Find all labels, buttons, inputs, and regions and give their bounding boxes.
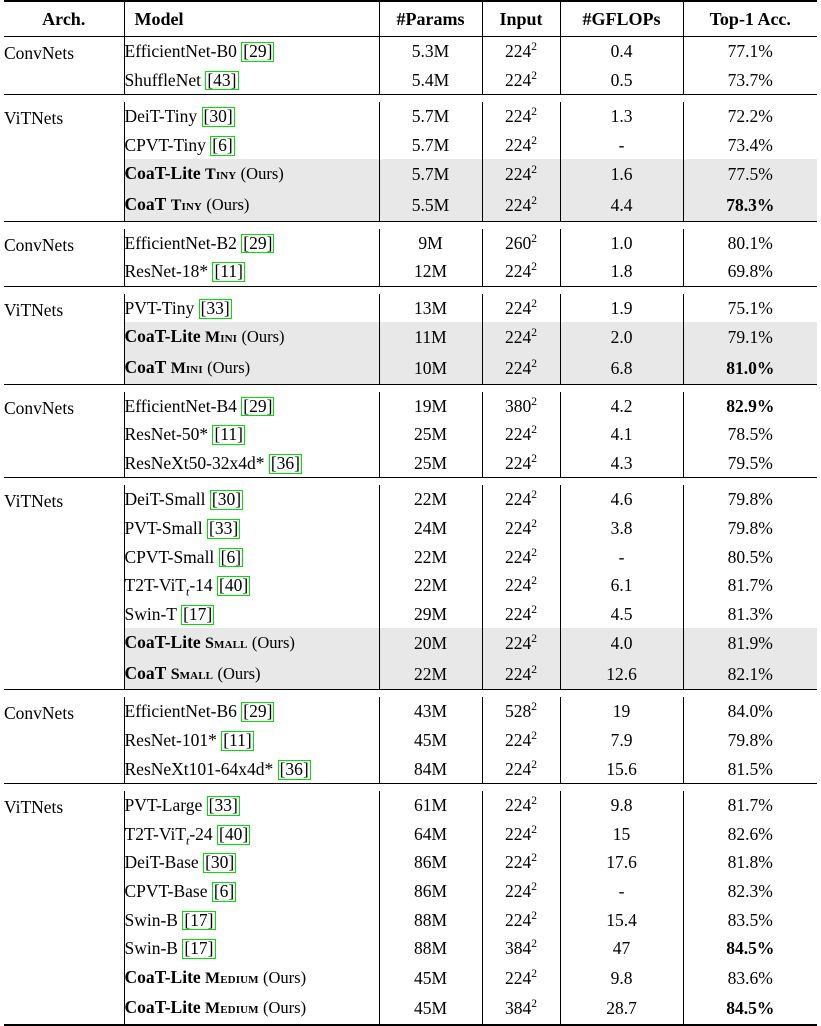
params-cell: 11M <box>379 322 482 353</box>
group-separator <box>4 384 817 392</box>
input-cell: $224^2$ <box>482 791 560 820</box>
gflops-cell: 1.8 <box>560 257 683 286</box>
citation-ref[interactable]: [33] <box>209 517 239 538</box>
model-variant: Tiny <box>170 196 202 214</box>
params-cell: 25M <box>379 420 482 449</box>
gflops-cell: 47 <box>560 934 683 963</box>
model-name: CoaT-Lite <box>124 326 201 347</box>
citation-ref[interactable]: [29] <box>243 395 273 416</box>
table-row <box>4 571 817 600</box>
gflops-cell: 4.0 <box>560 628 683 659</box>
acc-cell: 69.8% <box>683 257 817 286</box>
model-name: Swin-B <box>124 938 178 959</box>
table-row <box>4 906 817 935</box>
acc-cell: 73.4% <box>683 131 817 160</box>
arch-label: ConvNets <box>4 43 74 63</box>
params-cell: 13M <box>379 294 482 323</box>
params-cell: 19M <box>379 392 482 421</box>
gflops-cell: - <box>560 877 683 906</box>
citation-ref[interactable]: [33] <box>208 795 238 816</box>
model-cell <box>124 66 379 95</box>
params-cell: 45M <box>379 993 482 1024</box>
model-ours-tag: (Ours) <box>207 357 251 377</box>
acc-cell: 81.5% <box>683 755 817 784</box>
table-header-row <box>4 1 817 37</box>
table-row <box>4 392 817 421</box>
table-row <box>4 294 817 323</box>
acc-cell: 84.5% <box>683 934 817 963</box>
model-cell <box>124 190 379 221</box>
input-cell: $224^2$ <box>482 543 560 572</box>
model-cell <box>124 37 379 66</box>
citation-ref[interactable]: [40] <box>219 823 249 844</box>
model-cell <box>124 449 379 478</box>
table-row <box>4 229 817 258</box>
table-row <box>4 600 817 629</box>
citation-ref[interactable]: [36] <box>270 452 301 473</box>
gflops-cell: 12.6 <box>560 659 683 690</box>
model-ours-tag: (Ours) <box>263 967 307 987</box>
citation-ref[interactable]: [30] <box>205 852 235 873</box>
model-name: ResNeXt50-32x4d* <box>124 452 265 473</box>
acc-cell: 79.8% <box>683 514 817 543</box>
model-name: ResNet-50* <box>124 424 209 445</box>
table-row <box>4 659 817 690</box>
table-row <box>4 543 817 572</box>
model-variant: Tiny <box>205 166 237 184</box>
citation-ref[interactable]: [29] <box>243 41 273 61</box>
input-cell: $224^2$ <box>482 353 560 384</box>
model-cell <box>124 848 379 877</box>
acc-cell: 81.8% <box>683 848 817 877</box>
gflops-cell: 1.0 <box>560 229 683 258</box>
arch-label: ConvNets <box>4 703 74 724</box>
input-cell: $224^2$ <box>482 190 560 221</box>
params-cell: 86M <box>379 848 482 877</box>
params-cell: 29M <box>379 600 482 629</box>
model-cell <box>124 420 379 449</box>
model-name: CoaT <box>124 193 167 214</box>
model-cell <box>124 877 379 906</box>
input-cell: $224^2$ <box>482 294 560 323</box>
model-cell <box>124 628 379 659</box>
model-cell <box>124 322 379 353</box>
input-cell: $224^2$ <box>482 449 560 478</box>
group-separator <box>4 95 817 103</box>
acc-cell: 83.6% <box>683 963 817 994</box>
model-cell <box>124 485 379 514</box>
input-cell: $224^2$ <box>482 755 560 784</box>
model-name: CoaT <box>124 662 167 683</box>
model-ours-tag: (Ours) <box>241 327 285 347</box>
gflops-cell: 15.4 <box>560 906 683 935</box>
model-cell <box>124 600 379 629</box>
params-cell: 22M <box>379 543 482 572</box>
acc-cell: 78.5% <box>683 420 817 449</box>
citation-ref[interactable]: [43] <box>207 69 237 90</box>
model-variant: Mini <box>205 329 238 347</box>
model-cell <box>124 131 379 160</box>
gflops-cell: 2.0 <box>560 322 683 353</box>
model-name: EfficientNet-B2 <box>124 232 237 253</box>
gflops-cell: 15.6 <box>560 755 683 784</box>
input-cell: $224^2$ <box>482 726 560 755</box>
arch-label: ViTNets <box>4 299 64 320</box>
table-row <box>4 485 817 514</box>
gflops-cell: 4.3 <box>560 449 683 478</box>
header-top1-acc: Top-1 Acc. <box>683 1 817 37</box>
acc-cell: 73.7% <box>683 66 817 95</box>
model-cell <box>124 659 379 690</box>
model-variant: Small <box>170 665 214 683</box>
group-separator <box>4 286 817 294</box>
model-name: CoaT <box>124 356 167 377</box>
params-cell: 43M <box>379 697 482 726</box>
input-cell: $224^2$ <box>482 906 560 935</box>
input-cell: $224^2$ <box>482 628 560 659</box>
gflops-cell: 4.5 <box>560 600 683 629</box>
model-cell <box>124 791 379 820</box>
gflops-cell: 4.2 <box>560 392 683 421</box>
model-name: CoaT-Lite <box>124 966 201 987</box>
params-cell: 5.4M <box>379 66 482 95</box>
table-row <box>4 66 817 95</box>
table-bottom-rule <box>4 1024 817 1025</box>
citation-ref[interactable]: [11] <box>214 261 243 282</box>
acc-cell: 79.8% <box>683 485 817 514</box>
input-cell: $224^2$ <box>482 257 560 286</box>
model-name: PVT-Tiny <box>124 297 195 318</box>
params-cell: 5.7M <box>379 102 482 131</box>
params-cell: 22M <box>379 571 482 600</box>
input-cell: $224^2$ <box>482 877 560 906</box>
model-cell <box>124 294 379 323</box>
citation-ref[interactable]: [6] <box>220 546 242 567</box>
params-cell: 88M <box>379 906 482 935</box>
params-cell: 45M <box>379 963 482 994</box>
gflops-cell: 3.8 <box>560 514 683 543</box>
input-cell: $224^2$ <box>482 514 560 543</box>
table-row <box>4 697 817 726</box>
model-name: CPVT-Base <box>124 881 208 902</box>
table-row <box>4 963 817 994</box>
input-cell: $380^2$ <box>482 392 560 421</box>
acc-cell: 77.1% <box>683 37 817 66</box>
citation-ref[interactable]: [40] <box>219 575 249 596</box>
citation-ref[interactable]: [17] <box>184 909 214 930</box>
params-cell: 10M <box>379 353 482 384</box>
params-cell: 5.7M <box>379 131 482 160</box>
gflops-cell: 17.6 <box>560 848 683 877</box>
params-cell: 84M <box>379 755 482 784</box>
model-cell <box>124 820 379 849</box>
model-name: CPVT-Tiny <box>124 134 206 155</box>
gflops-cell: 9.8 <box>560 963 683 994</box>
table-row <box>4 159 817 190</box>
arch-label: ConvNets <box>4 234 74 255</box>
citation-ref[interactable]: [6] <box>213 881 235 902</box>
model-cell <box>124 353 379 384</box>
header-input: Input <box>482 1 560 37</box>
table-row <box>4 755 817 784</box>
acc-cell: 77.5% <box>683 159 817 190</box>
params-cell: 22M <box>379 659 482 690</box>
table-row <box>4 322 817 353</box>
model-variant: Mini <box>170 359 203 377</box>
acc-cell: 82.9% <box>683 392 817 421</box>
model-cell <box>124 993 379 1024</box>
gflops-cell: - <box>560 131 683 160</box>
input-cell: $528^2$ <box>482 697 560 726</box>
table-row <box>4 353 817 384</box>
input-cell: $260^2$ <box>482 229 560 258</box>
input-cell: $224^2$ <box>482 600 560 629</box>
acc-cell: 81.0% <box>683 353 817 384</box>
group-separator <box>4 784 817 792</box>
model-variant: Medium <box>205 1000 259 1018</box>
arch-label: ViTNets <box>4 797 64 818</box>
gflops-cell: 6.1 <box>560 571 683 600</box>
gflops-cell: 1.9 <box>560 294 683 323</box>
group-separator <box>4 690 817 698</box>
input-cell: $224^2$ <box>482 848 560 877</box>
model-name: CoaT-Lite <box>124 997 201 1018</box>
model-cell <box>124 229 379 258</box>
model-variant: Medium <box>205 969 259 987</box>
model-name: ResNet-18* <box>124 261 209 282</box>
params-cell: 22M <box>379 485 482 514</box>
acc-cell: 75.1% <box>683 294 817 323</box>
input-cell: $224^2$ <box>482 659 560 690</box>
acc-cell: 81.9% <box>683 628 817 659</box>
table-row <box>4 37 817 66</box>
table-row <box>4 131 817 160</box>
acc-cell: 84.0% <box>683 697 817 726</box>
acc-cell: 72.2% <box>683 102 817 131</box>
gflops-cell: 0.4 <box>560 37 683 66</box>
table-row <box>4 726 817 755</box>
model-ours-tag: (Ours) <box>263 998 307 1018</box>
acc-cell: 78.3% <box>683 190 817 221</box>
acc-cell: 81.7% <box>683 571 817 600</box>
input-cell: $224^2$ <box>482 420 560 449</box>
input-cell: $224^2$ <box>482 963 560 994</box>
gflops-cell: 7.9 <box>560 726 683 755</box>
gflops-cell: 28.7 <box>560 993 683 1024</box>
acc-cell: 79.1% <box>683 322 817 353</box>
citation-ref[interactable]: [29] <box>243 701 273 722</box>
params-cell: 25M <box>379 449 482 478</box>
table-row <box>4 877 817 906</box>
params-cell: 86M <box>379 877 482 906</box>
model-cell <box>124 697 379 726</box>
input-cell: $224^2$ <box>482 820 560 849</box>
model-cell <box>124 726 379 755</box>
table-row <box>4 820 817 849</box>
acc-cell: 82.1% <box>683 659 817 690</box>
table-row <box>4 449 817 478</box>
model-cell <box>124 257 379 286</box>
gflops-cell: 0.5 <box>560 66 683 95</box>
acc-cell: 79.5% <box>683 449 817 478</box>
acc-cell: 83.5% <box>683 906 817 935</box>
input-cell: $224^2$ <box>482 66 560 95</box>
model-variant: Small <box>205 635 248 653</box>
model-name: T2T-ViT$_t$-14 <box>124 575 213 599</box>
model-ours-tag: (Ours) <box>217 663 261 683</box>
header-params: #Params <box>379 1 482 37</box>
table-row <box>4 848 817 877</box>
input-cell: $224^2$ <box>482 322 560 353</box>
imagenet-results-table <box>4 0 817 1026</box>
acc-cell: 84.5% <box>683 993 817 1024</box>
acc-cell: 80.5% <box>683 543 817 572</box>
table-row <box>4 514 817 543</box>
input-cell: $224^2$ <box>482 159 560 190</box>
params-cell: 12M <box>379 257 482 286</box>
table-row <box>4 257 817 286</box>
model-name: ResNeXt101-64x4d* <box>124 758 274 779</box>
model-name: ShuffleNet <box>124 69 201 90</box>
citation-ref[interactable]: [11] <box>223 730 252 751</box>
header-gflops: #GFLOPs <box>560 1 683 37</box>
gflops-cell: 4.6 <box>560 485 683 514</box>
model-name: Swin-T <box>124 603 177 624</box>
params-cell: 5.3M <box>379 37 482 66</box>
gflops-cell: 1.3 <box>560 102 683 131</box>
citation-ref[interactable]: [30] <box>211 489 242 510</box>
citation-ref[interactable]: [36] <box>279 758 309 779</box>
acc-cell: 79.8% <box>683 726 817 755</box>
table-row <box>4 190 817 221</box>
header-model: Model <box>124 1 379 37</box>
model-cell <box>124 934 379 963</box>
gflops-cell: 1.6 <box>560 159 683 190</box>
params-cell: 61M <box>379 791 482 820</box>
input-cell: $224^2$ <box>482 102 560 131</box>
citation-ref[interactable]: [11] <box>214 424 243 445</box>
table-row <box>4 420 817 449</box>
model-cell <box>124 755 379 784</box>
gflops-cell: 4.1 <box>560 420 683 449</box>
gflops-cell: 4.4 <box>560 190 683 221</box>
input-cell: $224^2$ <box>482 131 560 160</box>
model-name: CoaT-Lite <box>124 632 201 653</box>
table-row <box>4 628 817 659</box>
model-name: DeiT-Tiny <box>124 106 198 127</box>
acc-cell: 82.6% <box>683 820 817 849</box>
input-cell: $224^2$ <box>482 571 560 600</box>
gflops-cell: 9.8 <box>560 791 683 820</box>
gflops-cell: 15 <box>560 820 683 849</box>
model-cell <box>124 392 379 421</box>
params-cell: 24M <box>379 514 482 543</box>
model-name: T2T-ViT$_t$-24 <box>124 823 213 848</box>
citation-ref[interactable]: [17] <box>183 603 213 624</box>
model-ours-tag: (Ours) <box>240 164 284 184</box>
model-name: DeiT-Base <box>124 852 199 873</box>
model-cell <box>124 159 379 190</box>
model-cell <box>124 571 379 600</box>
model-name: Swin-B <box>124 909 178 930</box>
input-cell: $224^2$ <box>482 37 560 66</box>
gflops-cell: 19 <box>560 697 683 726</box>
citation-ref[interactable]: [29] <box>243 232 273 253</box>
acc-cell: 80.1% <box>683 229 817 258</box>
header-arch: Arch. <box>4 1 124 37</box>
acc-cell: 82.3% <box>683 877 817 906</box>
input-cell: $384^2$ <box>482 993 560 1024</box>
params-cell: 5.7M <box>379 159 482 190</box>
model-name: EfficientNet-B0 <box>124 41 237 61</box>
table-row <box>4 993 817 1024</box>
model-ours-tag: (Ours) <box>206 194 250 214</box>
model-cell <box>124 963 379 994</box>
group-separator <box>4 221 817 229</box>
model-name: PVT-Small <box>124 517 203 538</box>
model-name: CPVT-Small <box>124 546 215 567</box>
model-name: PVT-Large <box>124 795 203 816</box>
model-ours-tag: (Ours) <box>251 633 295 653</box>
model-name: CoaT-Lite <box>124 163 201 184</box>
model-cell <box>124 514 379 543</box>
model-name: EfficientNet-B6 <box>124 701 237 722</box>
group-separator <box>4 478 817 486</box>
model-cell <box>124 906 379 935</box>
model-name: ResNet-101* <box>124 730 217 751</box>
arch-label: ViTNets <box>4 491 64 512</box>
arch-label: ViTNets <box>4 108 64 129</box>
table-row <box>4 102 817 131</box>
gflops-cell: - <box>560 543 683 572</box>
table-row <box>4 934 817 963</box>
citation-ref[interactable]: [30] <box>203 106 233 127</box>
model-cell <box>124 102 379 131</box>
params-cell: 64M <box>379 820 482 849</box>
model-cell <box>124 543 379 572</box>
acc-cell: 81.7% <box>683 791 817 820</box>
params-cell: 9M <box>379 229 482 258</box>
model-name: DeiT-Small <box>124 489 206 510</box>
params-cell: 88M <box>379 934 482 963</box>
arch-label: ConvNets <box>4 397 74 418</box>
params-cell: 20M <box>379 628 482 659</box>
params-cell: 45M <box>379 726 482 755</box>
citation-ref[interactable]: [17] <box>184 938 214 959</box>
citation-ref[interactable]: [6] <box>212 134 233 155</box>
acc-cell: 81.3% <box>683 600 817 629</box>
model-name: EfficientNet-B4 <box>124 395 237 416</box>
citation-ref[interactable]: [33] <box>200 297 230 318</box>
gflops-cell: 6.8 <box>560 353 683 384</box>
table-row <box>4 791 817 820</box>
table-body <box>4 37 817 1026</box>
input-cell: $224^2$ <box>482 485 560 514</box>
input-cell: $384^2$ <box>482 934 560 963</box>
params-cell: 5.5M <box>379 190 482 221</box>
